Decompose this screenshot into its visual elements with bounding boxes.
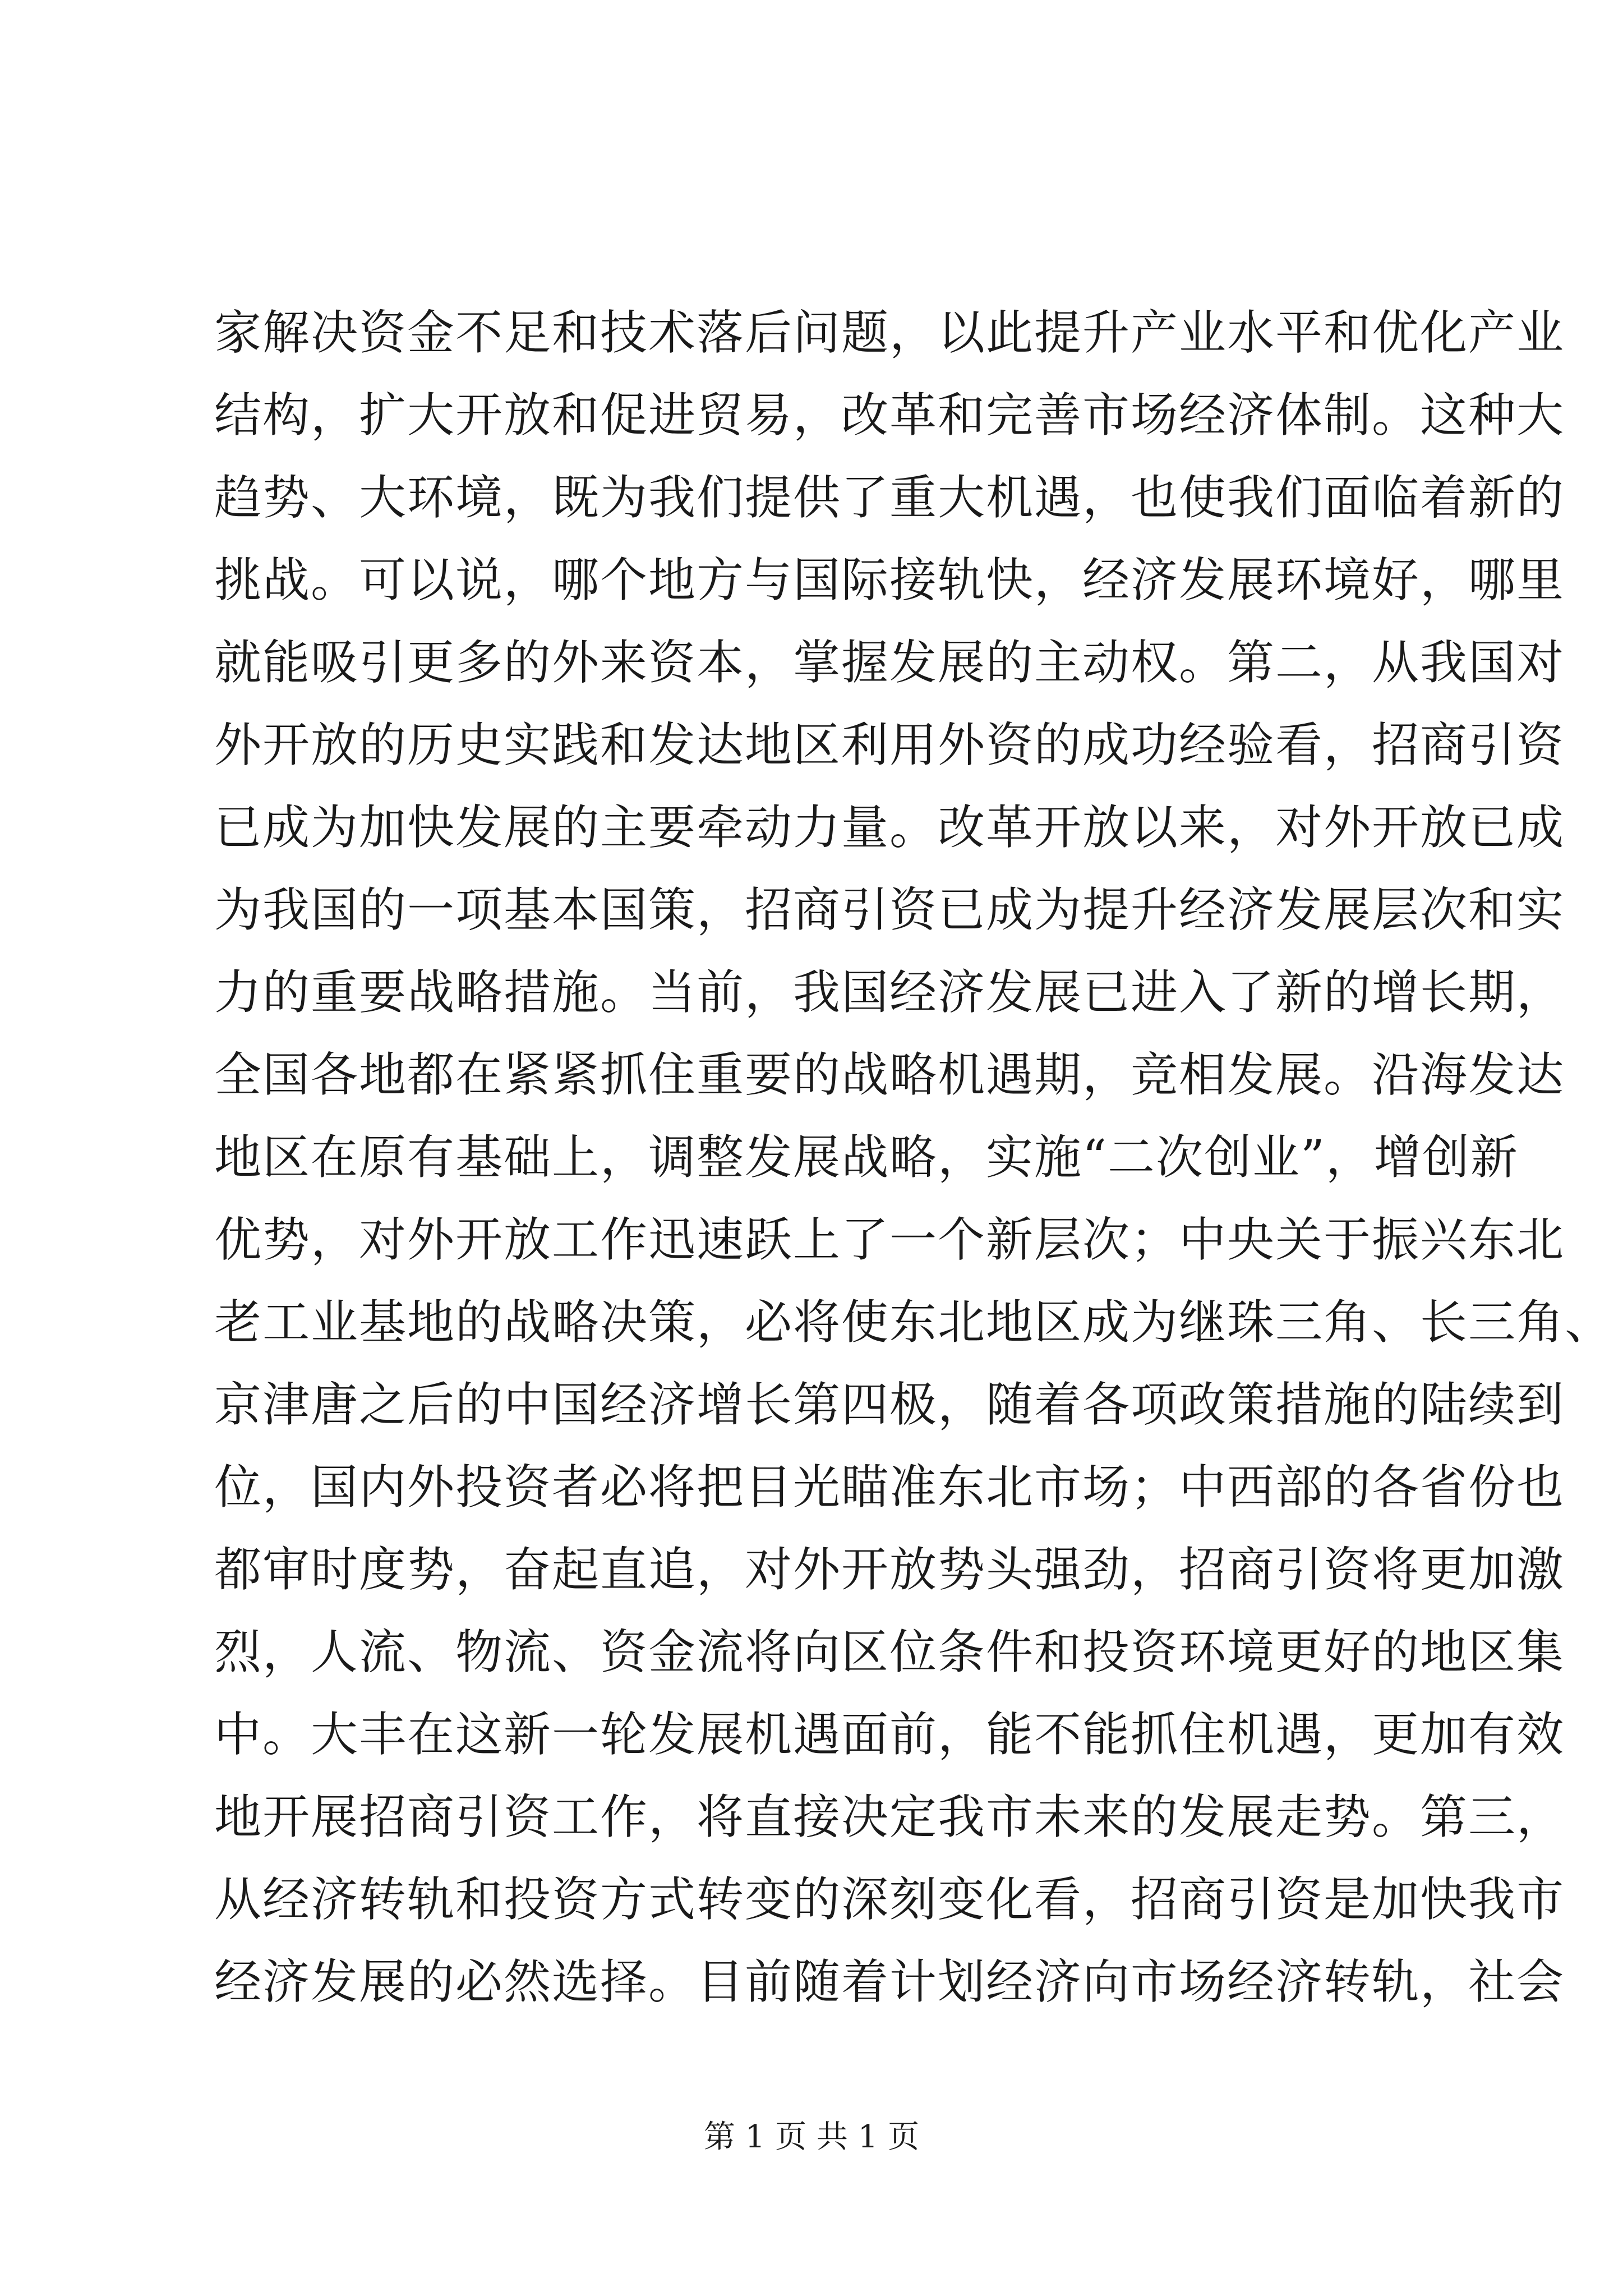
text-line: 优势，对外开放工作迅速跃上了一个新层次；中央关于振兴东北 [214,1212,1565,1267]
text-line: 都审时度势，奋起直追，对外开放势头强劲，招商引资将更加激 [214,1542,1565,1597]
text-line: 京津唐之后的中国经济增长第四极，随着各项政策措施的陆续到 [214,1377,1565,1432]
text-line: 位，国内外投资者必将把目光瞄准东北市场；中西部的各省份也 [214,1460,1565,1515]
text-line: 挑战。可以说，哪个地方与国际接轨快，经济发展环境好，哪里 [214,553,1565,608]
text-line: 力的重要战略措施。当前，我国经济发展已进入了新的增长期， [214,965,1565,1020]
text-line: 老工业基地的战略决策，必将使东北地区成为继珠三角、长三角、 [214,1295,1613,1350]
text-line: 全国各地都在紧紧抓住重要的战略机遇期，竞相发展。沿海发达 [214,1047,1565,1102]
text-line: 外开放的历史实践和发达地区利用外资的成功经验看，招商引资 [214,717,1565,772]
text-line: 就能吸引更多的外来资本，掌握发展的主动权。第二，从我国对 [214,635,1565,690]
text-line: 中。大丰在这新一轮发展机遇面前，能不能抓住机遇，更加有效 [214,1707,1565,1762]
text-line: 为我国的一项基本国策，招商引资已成为提升经济发展层次和实 [214,882,1565,937]
text-line: 已成为加快发展的主要牵动力量。改革开放以来，对外开放已成 [214,800,1565,855]
text-line: 趋势、大环境，既为我们提供了重大机遇，也使我们面临着新的 [214,470,1565,525]
text-line: 从经济转轨和投资方式转变的深刻变化看，招商引资是加快我市 [214,1872,1565,1927]
text-line: 地开展招商引资工作，将直接决定我市未来的发展走势。第三， [214,1789,1565,1844]
text-line: 地区在原有基础上，调整发展战略，实施“二次创业”，增创新 [214,1130,1519,1185]
text-line: 结构，扩大开放和促进贸易，改革和完善市场经济体制。这种大 [214,388,1565,443]
text-line: 家解决资金不足和技术落后问题，以此提升产业水平和优化产业 [214,305,1565,360]
page-footer: 第 1 页 共 1 页 [703,2119,920,2155]
body-paragraph [214,292,1613,2023]
text-line: 烈，人流、物流、资金流将向区位条件和投资环境更好的地区集 [214,1625,1565,1680]
text-line: 经济发展的必然选择。目前随着计划经济向市场经济转轨，社会 [214,1954,1565,2009]
